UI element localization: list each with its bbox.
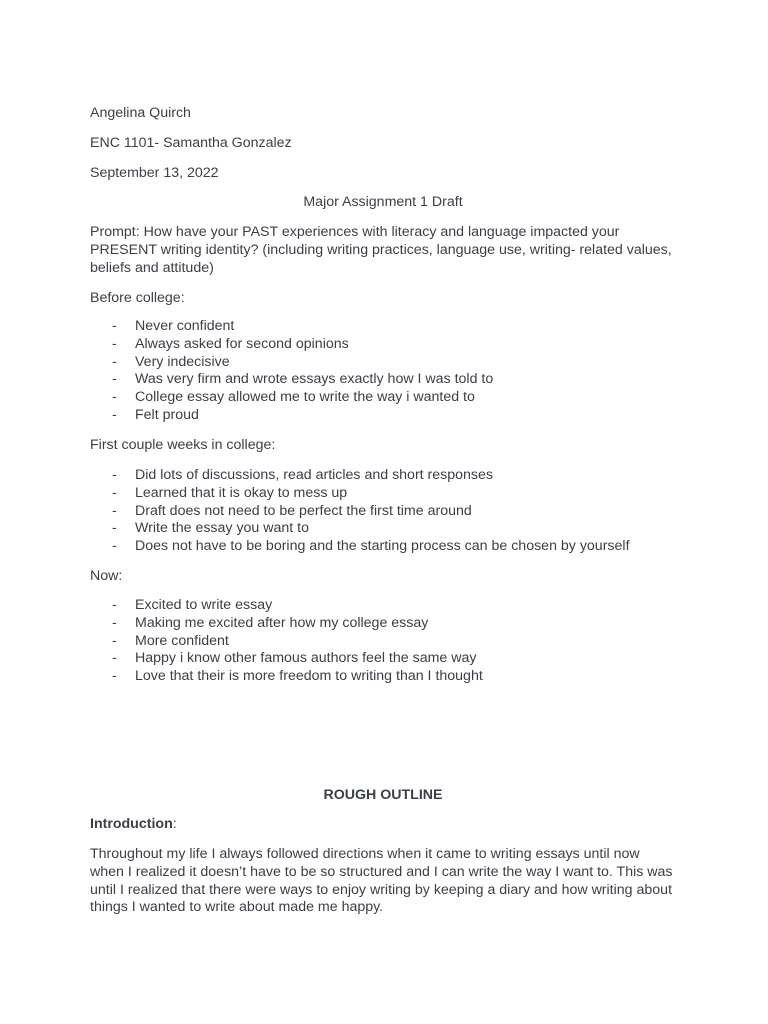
introduction-label: Introduction [90,816,173,832]
dash-bullet: - [112,371,117,388]
list-item: - Never confident [112,318,235,334]
dash-bullet: - [112,614,117,631]
list-now [90,597,708,686]
outline-title: ROUGH OUTLINE [323,787,443,803]
introduction-paragraph: Throughout my life I always followed directions when it came to writing essays until now when I realized it doesn’t have to be so structured and I can write the way I want to. This was until I realized that there were ways to enjoy writing by keeping a diary and how writing about things I wanted to write about made me happy. [90,846,673,916]
list-item: - More confident [112,632,229,649]
list-item: - Was very firm and wrote essays exactly how I was told to [112,371,494,388]
list-item: - Always asked for second opinions [112,335,349,352]
section-heading-first-weeks: First couple weeks in college: [90,437,276,453]
list-item: - Love that their is more freedom to writing than I thought [112,668,483,685]
list-item: - Excited to write essay [112,597,273,613]
list-item: - Very indecisive [112,353,230,370]
prompt-paragraph: Prompt: How have your PAST experiences with literacy and language impacted your PRESENT writing identity? (including writing practices, language use, writing- related values, beliefs and attitude) [90,224,672,276]
list-item: - Making me excited after how my college essay [112,614,429,631]
dash-bullet: - [112,538,117,555]
introduction-colon: : [172,816,177,832]
list-item: - Does not have to be boring and the starting process can be chosen by yourself [112,538,630,555]
dash-bullet: - [112,467,117,483]
dash-bullet: - [112,632,117,649]
document-title: Major Assignment 1 Draft [303,194,463,210]
list-first-weeks [90,467,708,556]
dash-bullet: - [112,335,117,352]
dash-bullet: - [112,318,117,334]
dash-bullet: - [112,406,117,423]
dash-bullet: - [112,353,117,370]
list-item: - Draft does not need to be perfect the first time around [112,502,472,519]
dash-bullet: - [112,389,117,406]
dash-bullet: - [112,668,117,685]
list-item: - Write the essay you want to [112,520,310,537]
dash-bullet: - [112,520,117,537]
list-before-college [90,318,708,425]
date-line: September 13, 2022 [90,165,219,181]
list-item: - Felt proud [112,406,199,423]
list-item: - Happy i know other famous authors feel the same way [112,650,477,667]
dash-bullet: - [112,502,117,519]
dash-bullet: - [112,650,117,667]
list-item: - Did lots of discussions, read articles and short responses [112,467,494,483]
course-line: ENC 1101- Samantha Gonzalez [90,135,292,151]
dash-bullet: - [112,597,117,613]
author-name: Angelina Quirch [90,105,191,121]
list-item: - Learned that it is okay to mess up [112,484,348,501]
section-heading-before-college: Before college: [90,290,185,306]
introduction-heading [90,816,676,834]
list-item: - College essay allowed me to write the way i wanted to [112,389,475,406]
section-heading-now: Now: [90,568,123,584]
dash-bullet: - [112,484,117,501]
